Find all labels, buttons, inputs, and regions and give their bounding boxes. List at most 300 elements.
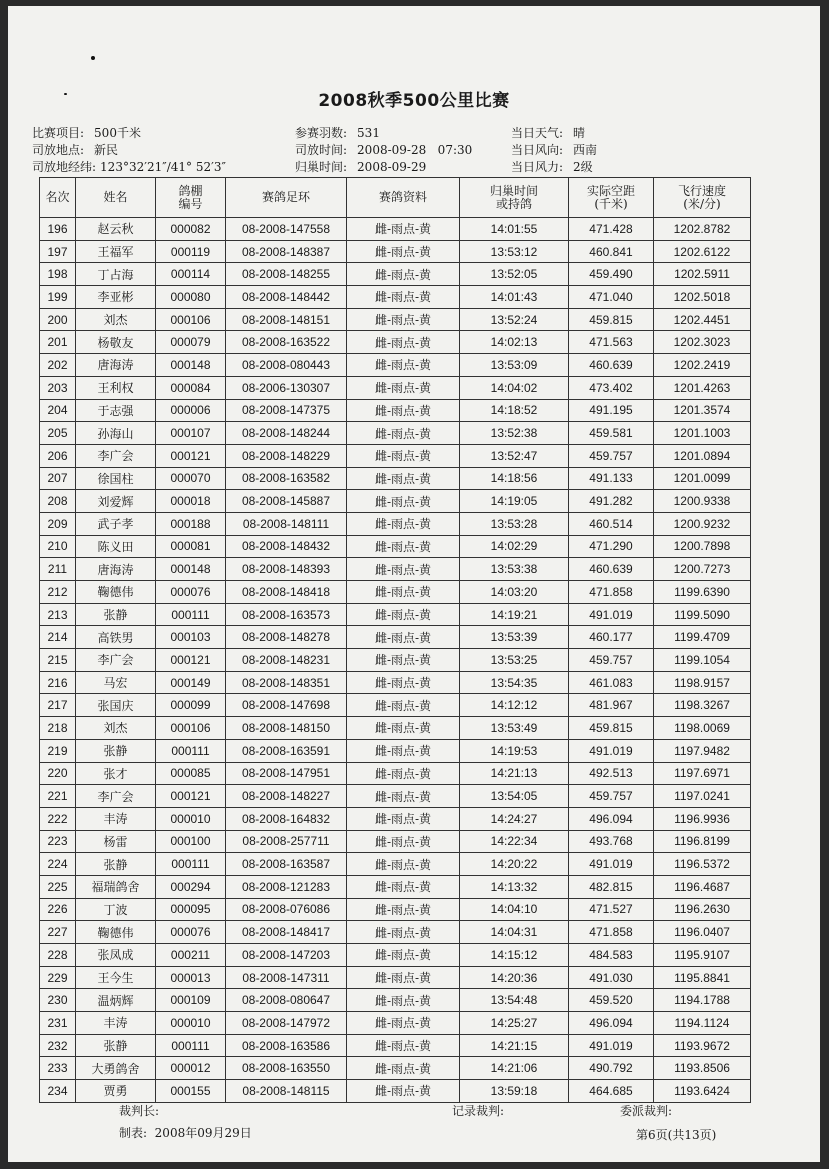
cell-speed: 1202.6122 [654, 240, 751, 263]
cell-ring: 08-2008-147375 [226, 399, 347, 422]
cell-rank: 217 [40, 694, 76, 717]
table-row [40, 807, 751, 830]
cell-speed: 1199.4709 [654, 626, 751, 649]
cell-distance: 459.520 [569, 989, 654, 1012]
cell-rank: 197 [40, 240, 76, 263]
cell-speed: 1199.6390 [654, 581, 751, 604]
cell-rank: 201 [40, 331, 76, 354]
cell-speed: 1200.9232 [654, 512, 751, 535]
cell-name: 唐海涛 [76, 558, 156, 581]
cell-ring: 08-2008-163522 [226, 331, 347, 354]
cell-loft-number: 000012 [156, 1057, 226, 1080]
cell-ring: 08-2006-130307 [226, 376, 347, 399]
table-row [40, 422, 751, 445]
cell-bird-info: 雌-雨点-黄 [347, 218, 460, 241]
cell-loft-number: 000076 [156, 581, 226, 604]
cell-ring: 08-2008-148255 [226, 263, 347, 286]
cell-loft-number: 000095 [156, 898, 226, 921]
cell-ring: 08-2008-080647 [226, 989, 347, 1012]
cell-ring: 08-2008-164832 [226, 807, 347, 830]
info-wind-force: 当日风力: 2级 [511, 160, 593, 174]
cell-distance: 491.019 [569, 1034, 654, 1057]
cell-distance: 496.094 [569, 1012, 654, 1035]
cell-distance: 459.490 [569, 263, 654, 286]
cell-loft-number: 000013 [156, 966, 226, 989]
cell-ring: 08-2008-147972 [226, 1012, 347, 1035]
cell-distance: 484.583 [569, 944, 654, 967]
cell-speed: 1194.1124 [654, 1012, 751, 1035]
cell-ring: 08-2008-148417 [226, 921, 347, 944]
cell-return-time: 14:01:55 [460, 218, 569, 241]
cell-rank: 220 [40, 762, 76, 785]
cell-loft-number: 000107 [156, 422, 226, 445]
table-row [40, 785, 751, 808]
cell-loft-number: 000121 [156, 785, 226, 808]
cell-return-time: 13:53:25 [460, 649, 569, 672]
cell-bird-info: 雌-雨点-黄 [347, 717, 460, 740]
cell-loft-number: 000111 [156, 603, 226, 626]
cell-rank: 203 [40, 376, 76, 399]
cell-name: 武子孝 [76, 512, 156, 535]
cell-loft-number: 000082 [156, 218, 226, 241]
cell-distance: 459.581 [569, 422, 654, 445]
table-row [40, 467, 751, 490]
cell-name: 刘杰 [76, 308, 156, 331]
cell-ring: 08-2008-148115 [226, 1080, 347, 1103]
cell-rank: 198 [40, 263, 76, 286]
cell-rank: 210 [40, 535, 76, 558]
cell-bird-info: 雌-雨点-黄 [347, 263, 460, 286]
cell-bird-info: 雌-雨点-黄 [347, 467, 460, 490]
cell-ring: 08-2008-163573 [226, 603, 347, 626]
cell-return-time: 14:21:13 [460, 762, 569, 785]
cell-bird-info: 雌-雨点-黄 [347, 603, 460, 626]
info-release-time: 司放时间: 2008-09-28 07:30 [295, 143, 473, 157]
table-row [40, 240, 751, 263]
cell-return-time: 13:54:35 [460, 671, 569, 694]
info-entries: 参赛羽数: 531 [295, 126, 380, 140]
cell-return-time: 13:53:38 [460, 558, 569, 581]
results-table [39, 177, 751, 1103]
cell-bird-info: 雌-雨点-黄 [347, 399, 460, 422]
cell-ring: 08-2008-148227 [226, 785, 347, 808]
cell-name: 马宏 [76, 671, 156, 694]
cell-return-time: 13:53:09 [460, 354, 569, 377]
cell-rank: 199 [40, 286, 76, 309]
table-row [40, 444, 751, 467]
cell-loft-number: 000081 [156, 535, 226, 558]
cell-name: 刘杰 [76, 717, 156, 740]
cell-distance: 460.639 [569, 558, 654, 581]
cell-loft-number: 000010 [156, 807, 226, 830]
table-row [40, 1080, 751, 1103]
table-row [40, 490, 751, 513]
cell-loft-number: 000148 [156, 558, 226, 581]
cell-rank: 208 [40, 490, 76, 513]
cell-speed: 1198.3267 [654, 694, 751, 717]
cell-return-time: 14:21:15 [460, 1034, 569, 1057]
cell-loft-number: 000080 [156, 286, 226, 309]
cell-distance: 471.428 [569, 218, 654, 241]
cell-rank: 230 [40, 989, 76, 1012]
info-wind-direction: 当日风向: 西南 [511, 143, 598, 157]
cell-speed: 1200.7898 [654, 535, 751, 558]
table-row [40, 853, 751, 876]
scan-speck [91, 56, 95, 60]
cell-ring: 08-2008-163586 [226, 1034, 347, 1057]
cell-speed: 1196.8199 [654, 830, 751, 853]
cell-name: 李广会 [76, 444, 156, 467]
delegate-judge-label: 委派裁判: [620, 1104, 673, 1118]
cell-name: 杨敬友 [76, 331, 156, 354]
cell-rank: 209 [40, 512, 76, 535]
cell-return-time: 14:02:29 [460, 535, 569, 558]
cell-return-time: 14:18:52 [460, 399, 569, 422]
header-speed: 飞行速度 (米/分) [654, 178, 751, 218]
table-row [40, 603, 751, 626]
cell-bird-info: 雌-雨点-黄 [347, 898, 460, 921]
cell-name: 丁占海 [76, 263, 156, 286]
cell-loft-number: 000006 [156, 399, 226, 422]
table-row [40, 694, 751, 717]
cell-loft-number: 000111 [156, 1034, 226, 1057]
cell-return-time: 14:04:31 [460, 921, 569, 944]
cell-rank: 221 [40, 785, 76, 808]
table-row [40, 966, 751, 989]
cell-return-time: 14:21:06 [460, 1057, 569, 1080]
cell-distance: 459.757 [569, 649, 654, 672]
cell-rank: 231 [40, 1012, 76, 1035]
cell-rank: 218 [40, 717, 76, 740]
cell-bird-info: 雌-雨点-黄 [347, 853, 460, 876]
cell-speed: 1196.9936 [654, 807, 751, 830]
cell-speed: 1195.9107 [654, 944, 751, 967]
cell-bird-info: 雌-雨点-黄 [347, 785, 460, 808]
cell-ring: 08-2008-257711 [226, 830, 347, 853]
table-row [40, 1012, 751, 1035]
cell-rank: 206 [40, 444, 76, 467]
cell-bird-info: 雌-雨点-黄 [347, 1012, 460, 1035]
cell-distance: 460.177 [569, 626, 654, 649]
cell-distance: 471.040 [569, 286, 654, 309]
cell-speed: 1196.5372 [654, 853, 751, 876]
cell-name: 赵云秋 [76, 218, 156, 241]
cell-loft-number: 000121 [156, 649, 226, 672]
cell-distance: 471.858 [569, 921, 654, 944]
cell-name: 鞠德伟 [76, 581, 156, 604]
cell-speed: 1199.1054 [654, 649, 751, 672]
table-row [40, 1034, 751, 1057]
cell-name: 于志强 [76, 399, 156, 422]
cell-bird-info: 雌-雨点-黄 [347, 1080, 460, 1103]
cell-name: 丰涛 [76, 807, 156, 830]
cell-distance: 460.514 [569, 512, 654, 535]
cell-distance: 459.757 [569, 785, 654, 808]
cell-bird-info: 雌-雨点-黄 [347, 966, 460, 989]
cell-loft-number: 000103 [156, 626, 226, 649]
cell-ring: 08-2008-080443 [226, 354, 347, 377]
cell-name: 王利权 [76, 376, 156, 399]
cell-rank: 212 [40, 581, 76, 604]
cell-name: 张凤成 [76, 944, 156, 967]
cell-ring: 08-2008-148231 [226, 649, 347, 672]
cell-speed: 1201.3574 [654, 399, 751, 422]
cell-loft-number: 000149 [156, 671, 226, 694]
cell-ring: 08-2008-148387 [226, 240, 347, 263]
cell-bird-info: 雌-雨点-黄 [347, 694, 460, 717]
info-weather: 当日天气: 晴 [511, 126, 586, 140]
cell-return-time: 13:54:48 [460, 989, 569, 1012]
cell-rank: 222 [40, 807, 76, 830]
cell-name: 贾勇 [76, 1080, 156, 1103]
cell-loft-number: 000109 [156, 989, 226, 1012]
cell-return-time: 13:52:05 [460, 263, 569, 286]
header-rank: 名次 [40, 178, 76, 218]
cell-speed: 1201.4263 [654, 376, 751, 399]
cell-loft-number: 000119 [156, 240, 226, 263]
cell-name: 刘爱辉 [76, 490, 156, 513]
cell-loft-number: 000106 [156, 308, 226, 331]
table-row [40, 717, 751, 740]
cell-name: 张静 [76, 603, 156, 626]
cell-ring: 08-2008-148244 [226, 422, 347, 445]
cell-ring: 08-2008-163582 [226, 467, 347, 490]
cell-speed: 1202.8782 [654, 218, 751, 241]
cell-ring: 08-2008-148393 [226, 558, 347, 581]
cell-bird-info: 雌-雨点-黄 [347, 490, 460, 513]
cell-ring: 08-2008-163587 [226, 853, 347, 876]
cell-bird-info: 雌-雨点-黄 [347, 444, 460, 467]
cell-return-time: 14:24:27 [460, 807, 569, 830]
cell-return-time: 14:20:22 [460, 853, 569, 876]
cell-return-time: 13:52:24 [460, 308, 569, 331]
cell-ring: 08-2008-147951 [226, 762, 347, 785]
cell-distance: 491.019 [569, 603, 654, 626]
cell-rank: 211 [40, 558, 76, 581]
cell-rank: 204 [40, 399, 76, 422]
cell-rank: 196 [40, 218, 76, 241]
cell-bird-info: 雌-雨点-黄 [347, 671, 460, 694]
cell-bird-info: 雌-雨点-黄 [347, 354, 460, 377]
cell-return-time: 14:19:21 [460, 603, 569, 626]
cell-rank: 226 [40, 898, 76, 921]
cell-speed: 1193.9672 [654, 1034, 751, 1057]
cell-loft-number: 000010 [156, 1012, 226, 1035]
header-name: 姓名 [76, 178, 156, 218]
table-row [40, 1057, 751, 1080]
cell-bird-info: 雌-雨点-黄 [347, 376, 460, 399]
cell-return-time: 14:03:20 [460, 581, 569, 604]
header-return-time: 归巢时间 或持鸽 [460, 178, 569, 218]
cell-bird-info: 雌-雨点-黄 [347, 875, 460, 898]
cell-loft-number: 000085 [156, 762, 226, 785]
cell-loft-number: 000084 [156, 376, 226, 399]
made-on-label: 制表: 2008年09月29日 [119, 1126, 252, 1140]
cell-distance: 471.290 [569, 535, 654, 558]
cell-bird-info: 雌-雨点-黄 [347, 308, 460, 331]
table-row [40, 739, 751, 762]
cell-speed: 1198.0069 [654, 717, 751, 740]
cell-speed: 1193.8506 [654, 1057, 751, 1080]
cell-bird-info: 雌-雨点-黄 [347, 240, 460, 263]
table-row [40, 286, 751, 309]
cell-return-time: 13:52:38 [460, 422, 569, 445]
cell-bird-info: 雌-雨点-黄 [347, 739, 460, 762]
cell-return-time: 13:53:39 [460, 626, 569, 649]
table-row [40, 875, 751, 898]
cell-speed: 1201.1003 [654, 422, 751, 445]
info-return-time: 归巢时间: 2008-09-29 [295, 160, 427, 174]
cell-speed: 1202.4451 [654, 308, 751, 331]
cell-rank: 234 [40, 1080, 76, 1103]
cell-ring: 08-2008-147558 [226, 218, 347, 241]
cell-name: 高铁男 [76, 626, 156, 649]
cell-speed: 1202.2419 [654, 354, 751, 377]
cell-speed: 1201.0099 [654, 467, 751, 490]
cell-name: 丰涛 [76, 1012, 156, 1035]
cell-distance: 473.402 [569, 376, 654, 399]
cell-rank: 207 [40, 467, 76, 490]
document-page [8, 6, 820, 1162]
cell-return-time: 14:15:12 [460, 944, 569, 967]
cell-name: 李广会 [76, 649, 156, 672]
cell-rank: 216 [40, 671, 76, 694]
cell-ring: 08-2008-148151 [226, 308, 347, 331]
cell-ring: 08-2008-148278 [226, 626, 347, 649]
cell-speed: 1201.0894 [654, 444, 751, 467]
cell-loft-number: 000148 [156, 354, 226, 377]
cell-loft-number: 000079 [156, 331, 226, 354]
cell-name: 王今生 [76, 966, 156, 989]
cell-name: 孙海山 [76, 422, 156, 445]
cell-name: 王福军 [76, 240, 156, 263]
cell-name: 杨雷 [76, 830, 156, 853]
cell-bird-info: 雌-雨点-黄 [347, 649, 460, 672]
cell-loft-number: 000070 [156, 467, 226, 490]
record-judge-label: 记录裁判: [452, 1104, 505, 1118]
table-row [40, 671, 751, 694]
cell-bird-info: 雌-雨点-黄 [347, 1034, 460, 1057]
cell-return-time: 14:12:12 [460, 694, 569, 717]
cell-return-time: 14:13:32 [460, 875, 569, 898]
cell-return-time: 13:52:47 [460, 444, 569, 467]
cell-rank: 229 [40, 966, 76, 989]
cell-return-time: 14:19:05 [460, 490, 569, 513]
cell-distance: 491.030 [569, 966, 654, 989]
cell-loft-number: 000106 [156, 717, 226, 740]
table-row [40, 989, 751, 1012]
cell-return-time: 14:22:34 [460, 830, 569, 853]
table-row [40, 399, 751, 422]
cell-rank: 232 [40, 1034, 76, 1057]
table-row [40, 944, 751, 967]
cell-return-time: 13:54:05 [460, 785, 569, 808]
cell-speed: 1195.8841 [654, 966, 751, 989]
table-row [40, 649, 751, 672]
table-row [40, 376, 751, 399]
header-ring: 赛鸽足环 [226, 178, 347, 218]
cell-loft-number: 000076 [156, 921, 226, 944]
cell-ring: 08-2008-163591 [226, 739, 347, 762]
cell-speed: 1197.9482 [654, 739, 751, 762]
cell-bird-info: 雌-雨点-黄 [347, 807, 460, 830]
table-row [40, 762, 751, 785]
header-loft-number: 鸽棚 编号 [156, 178, 226, 218]
cell-name: 张静 [76, 739, 156, 762]
page-number: 第6页(共13页) [636, 1128, 717, 1142]
cell-distance: 459.757 [569, 444, 654, 467]
cell-ring: 08-2008-145887 [226, 490, 347, 513]
cell-return-time: 14:02:13 [460, 331, 569, 354]
cell-name: 张才 [76, 762, 156, 785]
cell-name: 张国庆 [76, 694, 156, 717]
info-coordinates: 司放地经纬: 123°32′21″/41° 52′3″ [32, 160, 226, 174]
table-header-row [40, 178, 751, 218]
cell-distance: 491.019 [569, 739, 654, 762]
cell-name: 唐海涛 [76, 354, 156, 377]
cell-ring: 08-2008-121283 [226, 875, 347, 898]
cell-distance: 460.639 [569, 354, 654, 377]
cell-distance: 460.841 [569, 240, 654, 263]
cell-bird-info: 雌-雨点-黄 [347, 989, 460, 1012]
cell-name: 温炳辉 [76, 989, 156, 1012]
cell-rank: 205 [40, 422, 76, 445]
table-row [40, 626, 751, 649]
cell-distance: 490.792 [569, 1057, 654, 1080]
cell-rank: 213 [40, 603, 76, 626]
cell-ring: 08-2008-076086 [226, 898, 347, 921]
table-row [40, 331, 751, 354]
cell-speed: 1193.6424 [654, 1080, 751, 1103]
table-row [40, 581, 751, 604]
cell-bird-info: 雌-雨点-黄 [347, 921, 460, 944]
cell-loft-number: 000188 [156, 512, 226, 535]
cell-speed: 1199.5090 [654, 603, 751, 626]
cell-return-time: 14:25:27 [460, 1012, 569, 1035]
cell-ring: 08-2008-147311 [226, 966, 347, 989]
cell-return-time: 14:04:02 [460, 376, 569, 399]
cell-speed: 1196.4687 [654, 875, 751, 898]
cell-loft-number: 000111 [156, 853, 226, 876]
cell-loft-number: 000018 [156, 490, 226, 513]
cell-ring: 08-2008-148442 [226, 286, 347, 309]
cell-distance: 459.815 [569, 717, 654, 740]
header-distance: 实际空距 (千米) [569, 178, 654, 218]
cell-distance: 491.195 [569, 399, 654, 422]
cell-return-time: 13:53:12 [460, 240, 569, 263]
cell-speed: 1196.0407 [654, 921, 751, 944]
cell-loft-number: 000211 [156, 944, 226, 967]
chief-judge-label: 裁判长: [119, 1104, 160, 1118]
cell-ring: 08-2008-148111 [226, 512, 347, 535]
cell-ring: 08-2008-148351 [226, 671, 347, 694]
cell-bird-info: 雌-雨点-黄 [347, 1057, 460, 1080]
cell-name: 丁波 [76, 898, 156, 921]
cell-bird-info: 雌-雨点-黄 [347, 512, 460, 535]
table-body [40, 218, 751, 1103]
cell-return-time: 14:18:56 [460, 467, 569, 490]
table-row [40, 354, 751, 377]
cell-bird-info: 雌-雨点-黄 [347, 558, 460, 581]
cell-loft-number: 000100 [156, 830, 226, 853]
cell-rank: 200 [40, 308, 76, 331]
cell-rank: 227 [40, 921, 76, 944]
cell-rank: 223 [40, 830, 76, 853]
cell-distance: 459.815 [569, 308, 654, 331]
cell-distance: 471.527 [569, 898, 654, 921]
cell-distance: 491.019 [569, 853, 654, 876]
table-row [40, 535, 751, 558]
